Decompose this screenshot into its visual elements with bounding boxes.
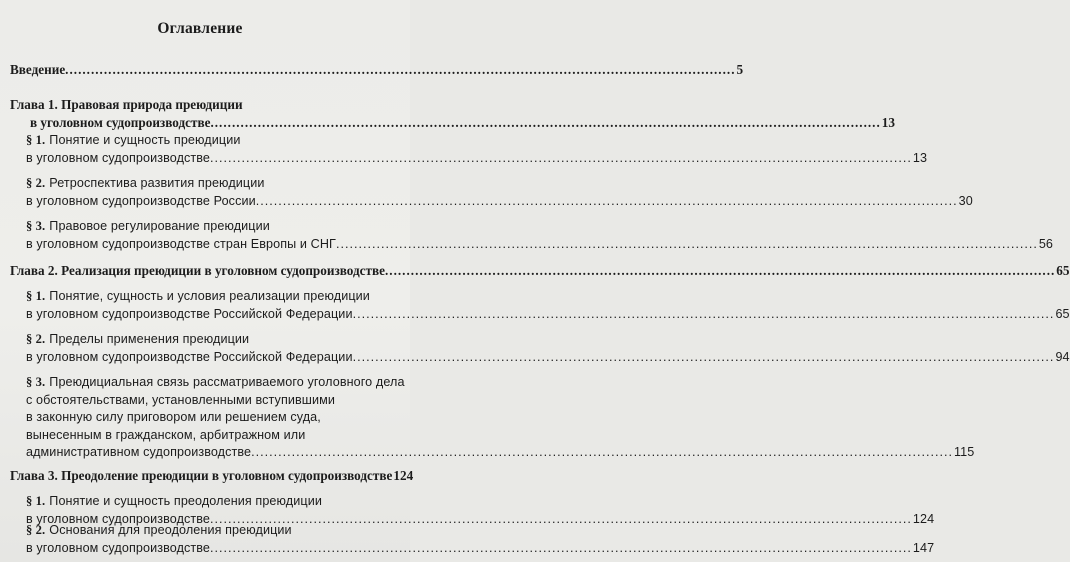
page-number: 115 bbox=[954, 445, 975, 459]
section-title: Пределы применения преюдиции bbox=[49, 332, 250, 346]
page-number: 30 bbox=[958, 193, 973, 208]
chapter-title: Глава 1. Правовая природа преюдиции bbox=[10, 97, 243, 112]
leader-dots bbox=[353, 306, 1055, 324]
section-symbol: § 3. bbox=[26, 375, 46, 389]
leader-dots bbox=[256, 193, 958, 211]
leader-dots bbox=[353, 349, 1055, 367]
section-title-cont: вынесенным в гражданском, арбитражном или bbox=[26, 427, 306, 442]
page-number: 56 bbox=[1038, 236, 1054, 251]
page-number: 94 bbox=[1055, 349, 1070, 364]
section-title: Основания для преодоления преюдиции bbox=[49, 523, 292, 537]
section-title-cont: в уголовном судопроизводстве России bbox=[26, 193, 256, 208]
toc-entry-section-1-1[interactable] bbox=[26, 132, 928, 167]
section-title: Преюдициальная связь рассматриваемого уголовного дела bbox=[49, 375, 405, 389]
chapter-title-cont: в уголовном судопроизводстве bbox=[30, 114, 211, 130]
page-number: 13 bbox=[881, 114, 895, 130]
chapter-title: Глава 2. Реализация преюдиции в уголовном судопроизводстве bbox=[10, 263, 385, 278]
page-number: 5 bbox=[736, 62, 744, 77]
section-title-cont: с обстоятельствами, установленными вступившими bbox=[26, 392, 336, 407]
toc-entry-section-2-1[interactable] bbox=[26, 288, 1070, 323]
section-title-cont: в уголовном судопроизводстве Российской Федерации bbox=[26, 306, 353, 321]
chapter-title: Глава 3. Преодоление преюдиции в уголовном судопроизводстве bbox=[10, 468, 393, 483]
section-symbol: § 1. bbox=[26, 133, 46, 147]
toc-entry-section-2-2[interactable] bbox=[26, 331, 1070, 366]
section-title-cont: административном судопроизводстве bbox=[26, 445, 252, 459]
page-number: 65 bbox=[1055, 306, 1070, 321]
page-number: 13 bbox=[912, 150, 928, 165]
toc-entry-section-2-3[interactable] bbox=[26, 374, 975, 462]
leader-dots bbox=[210, 150, 912, 168]
section-title-cont: в уголовном судопроизводстве bbox=[26, 511, 211, 526]
leader-dots bbox=[336, 236, 1038, 254]
toc-entry-section-1-3[interactable] bbox=[26, 218, 1054, 253]
section-title: Понятие и сущность преодоления преюдиции bbox=[49, 494, 322, 508]
toc-entry-intro[interactable] bbox=[10, 61, 744, 79]
leader-dots bbox=[210, 114, 880, 132]
section-symbol: § 2. bbox=[26, 332, 46, 346]
section-title-cont: в уголовном судопроизводстве Российской Федерации bbox=[26, 349, 353, 364]
section-title-cont: в законную силу приговором или решением суда, bbox=[26, 410, 321, 424]
toc-entry-chapter-2[interactable] bbox=[10, 262, 1070, 280]
section-title: Ретроспектива развития преюдиции bbox=[49, 176, 265, 190]
leader-dots bbox=[385, 262, 1055, 280]
page-title: Оглавление bbox=[157, 20, 243, 37]
show-through-text bbox=[200, 0, 410, 10]
toc-entry-chapter-3[interactable] bbox=[10, 467, 414, 485]
section-title: Правовое регулирование преюдиции bbox=[49, 219, 270, 233]
section-symbol: § 2. bbox=[26, 176, 46, 190]
section-symbol: § 1. bbox=[26, 289, 46, 303]
section-symbol: § 2. bbox=[26, 523, 46, 537]
page-number: 124 bbox=[393, 468, 414, 483]
section-title-cont: в уголовном судопроизводстве bbox=[26, 540, 211, 555]
page-number: 124 bbox=[912, 511, 935, 526]
leader-dots bbox=[210, 540, 912, 558]
toc-entry-section-3-2[interactable] bbox=[26, 522, 935, 557]
leader-dots bbox=[251, 444, 953, 462]
leader-dots bbox=[65, 61, 735, 79]
toc-entry-chapter-1[interactable] bbox=[10, 96, 895, 131]
page-number: 147 bbox=[912, 540, 935, 555]
section-symbol: § 3. bbox=[26, 219, 46, 233]
section-title-cont: в уголовном судопроизводстве стран Европы и СНГ bbox=[26, 236, 336, 251]
intro-label: Введение bbox=[10, 62, 66, 77]
section-symbol: § 1. bbox=[26, 494, 46, 508]
section-title: Понятие и сущность преюдиции bbox=[49, 133, 241, 147]
section-title: Понятие, сущность и условия реализации преюдиции bbox=[49, 289, 370, 303]
page-number: 65 bbox=[1056, 263, 1070, 278]
toc-entry-section-1-2[interactable] bbox=[26, 175, 973, 210]
section-title-cont: в уголовном судопроизводстве bbox=[26, 150, 211, 165]
